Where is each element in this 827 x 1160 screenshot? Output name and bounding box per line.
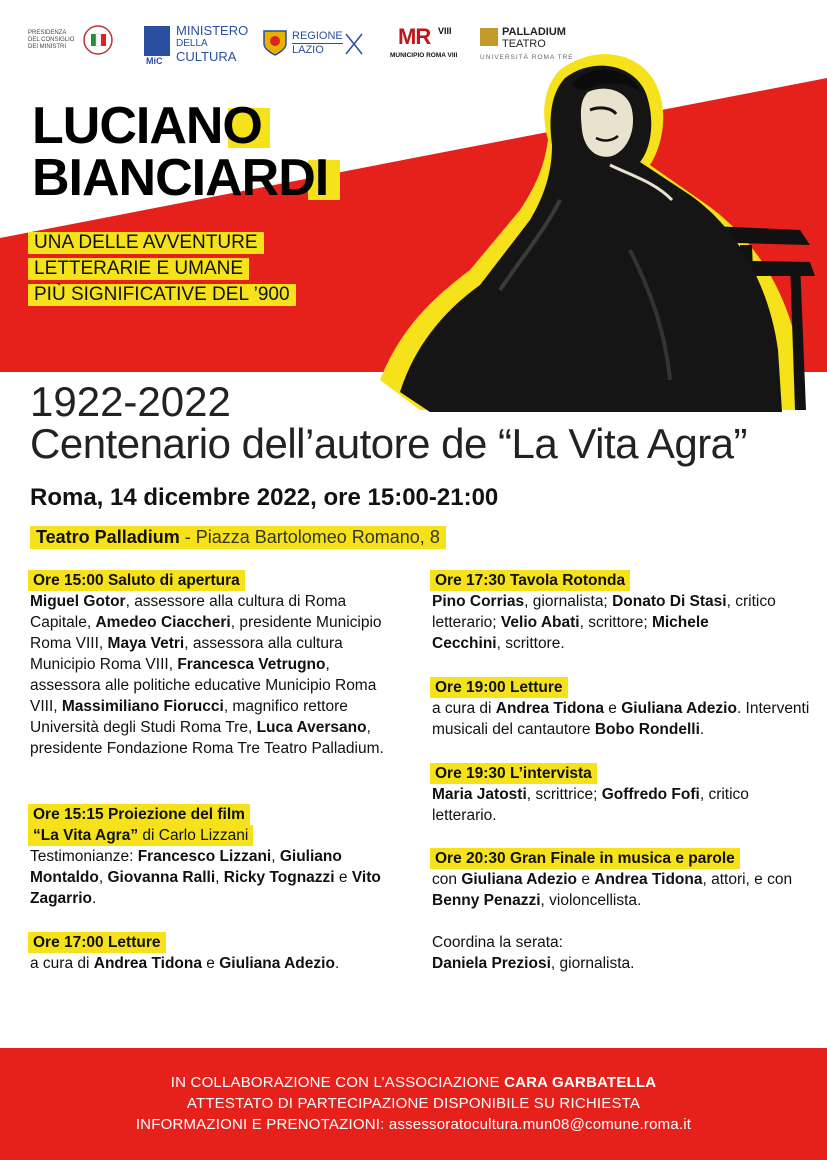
text: , attori, e con [702,871,793,888]
separator: . [334,955,340,972]
ministero-text [176,24,248,63]
ministero-line-1: MINISTERO [176,23,249,38]
logo-ministero-cultura [144,23,249,66]
regione-line-1: REGIONE [292,30,343,42]
logo-palladium [480,24,590,64]
separator: , [98,869,108,886]
speaker-role: , scrittore. [496,635,565,652]
speaker-name: Michele Cecchini [432,614,709,652]
subtitle-line-1: UNA DELLE AVVENTURE [28,232,264,254]
palladium-text [502,26,566,50]
venue-line [30,526,446,549]
text: con [432,871,462,888]
years-heading: 1922-2022 [30,378,231,425]
speaker-name: Andrea Tidona [495,700,604,717]
mic-emblem-icon [144,26,170,56]
venue-name: Teatro Palladium [36,527,180,547]
speaker-role: , assessore alla cultura di Roma Capitale, [30,593,347,631]
speaker-name: Giuliano Montaldo [30,848,342,886]
speaker-name: Pino Corrias [432,593,525,610]
title-text-1: LUCIANO [32,97,262,155]
program-block-4-text [432,591,782,654]
title-line-2 [28,149,332,207]
program-block-7-heading: Ore 20:30 Gran Finale in musica e parole [430,848,740,869]
footer-band [0,1048,827,1160]
speaker-name: Ricky Tognazzi [223,869,335,886]
separator: . [699,721,705,738]
separator: , [215,869,224,886]
speaker-name: Giovanna Ralli [107,869,216,886]
footer-line-1 [0,1072,827,1093]
testimony-label: Testimonianze: [30,848,138,865]
speaker-name: Maria Jatosti [432,786,527,803]
speaker-name: Velio Abati [500,614,580,631]
program-block-6-heading: Ore 19:30 L’intervista [430,763,597,784]
title-line-1 [28,97,266,155]
logo-comitato [28,30,78,51]
speaker-name: Massimiliano Fiorucci [61,698,224,715]
film-director: di Carlo Lizzani [138,827,249,844]
footer-line-2: ATTESTATO DI PARTECIPAZIONE DISPONIBILE SU RICHIESTA [186,1095,641,1112]
program-block-7-text [432,869,802,911]
separator: , [271,848,280,865]
ministero-line-2: DELLA [176,38,208,49]
palladium-line-2: TEATRO [502,38,546,50]
program-block-2 [30,804,390,909]
regione-line-2: LAZIO [292,44,324,56]
speaker-name: Goffredo Fofi [601,786,700,803]
program-block-7 [432,848,802,911]
speaker-name: Benny Penazzi [432,892,541,909]
program-block-3-heading: Ore 17:00 Letture [28,932,166,953]
program-block-3 [30,932,410,974]
regione-shield-icon [262,28,288,56]
footer-collab-text: IN COLLABORAZIONE CON L’ASSOCIAZIONE [170,1074,505,1091]
logo-municipio [390,24,470,64]
speaker-name: Maya Vetri [107,635,185,652]
flag-emblem-icon [82,24,114,56]
program-block-5-heading: Ore 19:00 Letture [430,677,568,698]
regione-x-mark-icon [344,32,364,56]
speaker-role: , magnifico rettore Università degli Studi Roma Tre, [30,698,348,736]
speaker-name: Daniela Preziosi [432,955,551,972]
moderator-intro: Coordina la serata: [432,934,563,951]
program-block-5-text [432,698,812,740]
speaker-role: , scrittrice; [526,786,602,803]
logo-regione-lazio [262,28,372,64]
speaker-role: , presidente Fondazione Roma Tre Teatro Palladium. [30,719,384,757]
program-block-2-subheading [28,825,253,846]
speaker-name: Andrea Tidona [93,955,202,972]
speaker-name: Giuliana Adezio [461,871,578,888]
program-block-6-text [432,784,802,826]
program-block-2-heading: Ore 15:15 Proiezione del film [28,804,250,825]
speaker-name: Miguel Gotor [30,593,126,610]
palladium-line-1: PALLADIUM [502,26,566,38]
program-block-1-text [30,591,390,759]
text: a cura di [30,955,94,972]
speaker-role: , critico letterario; [432,593,776,631]
separator: . [92,890,97,907]
separator: e [577,871,595,888]
municipio-label: MUNICIPIO ROMA VIII [390,52,458,59]
speaker-role: , assessora alla cultura Municipio Roma VIII, [30,635,343,673]
speaker-role: , presidente Municipio Roma VIII, [30,614,382,652]
speaker-name: Luca Aversano [256,719,367,736]
program-block-6 [432,763,802,826]
logo-comitato-text: PRESIDENZA DEL CONSIGLIO DEI MINISTRI [28,30,75,50]
text: . Interventi musicali del cantautore [432,700,810,738]
speaker-role: , giornalista. [550,955,635,972]
venue-address: - Piazza Bartolomeo Romano, 8 [179,527,440,547]
program-block-1 [30,570,390,759]
program-block-5 [432,677,812,740]
mic-label: MiC [146,56,163,66]
speaker-name: Bobo Rondelli [594,721,700,738]
program-block-4-heading: Ore 17:30 Tavola Rotonda [430,570,630,591]
speaker-name: Francesco Lizzani [137,848,272,865]
palladium-sub: UNIVERSITÀ ROMA TRE [480,54,574,61]
separator: e [604,700,622,717]
title-text-2: BIANCIARDI [32,149,329,207]
program-block-4 [432,570,782,654]
program-block-8 [432,932,802,974]
speaker-role: , scrittore; [579,614,652,631]
footer-association: CARA GARBATELLA [504,1074,657,1091]
speaker-name: Francesca Vetrugno [177,656,326,673]
speaker-name: Andrea Tidona [594,871,703,888]
speaker-name: Donato Di Stasi [612,593,727,610]
municipio-mark: MR [398,24,431,49]
speaker-name: Giuliana Adezio [219,955,335,972]
program-block-3-text [30,953,410,974]
subtitle-line-2: LETTERARIE E UMANE [28,258,249,280]
separator: e [334,869,352,886]
speaker-name: Giuliana Adezio [621,700,737,717]
footer-contact[interactable]: INFORMAZIONI E PRENOTAZIONI: assessoratocultura.mun08@comune.roma.it [135,1116,692,1133]
event-date-line: Roma, 14 dicembre 2022, ore 15:00-21:00 [30,484,499,511]
program-block-2-text [30,846,390,909]
film-title: “La Vita Agra” [33,827,139,844]
ministero-line-3: CULTURA [176,49,237,64]
program-block-1-heading: Ore 15:00 Saluto di apertura [28,570,245,591]
centenario-heading: Centenario dell’autore de “La Vita Agra” [30,420,748,467]
moderator-text [432,953,802,974]
speaker-name: Amedeo Ciaccheri [95,614,231,631]
municipio-number: VIII [438,26,452,36]
speaker-role: , giornalista; [524,593,613,610]
speaker-name: Vito Zagarrio [30,869,381,907]
speaker-role: , critico letterario. [432,786,749,824]
text: a cura di [432,700,496,717]
palladium-emblem-icon [480,28,498,46]
subtitle-line-3: PIÙ SIGNIFICATIVE DEL ’900 [28,284,296,306]
separator: e [202,955,220,972]
speaker-role: , violoncellista. [540,892,642,909]
speaker-role: , assessora alle politiche educative Municipio Roma VIII, [30,656,377,715]
